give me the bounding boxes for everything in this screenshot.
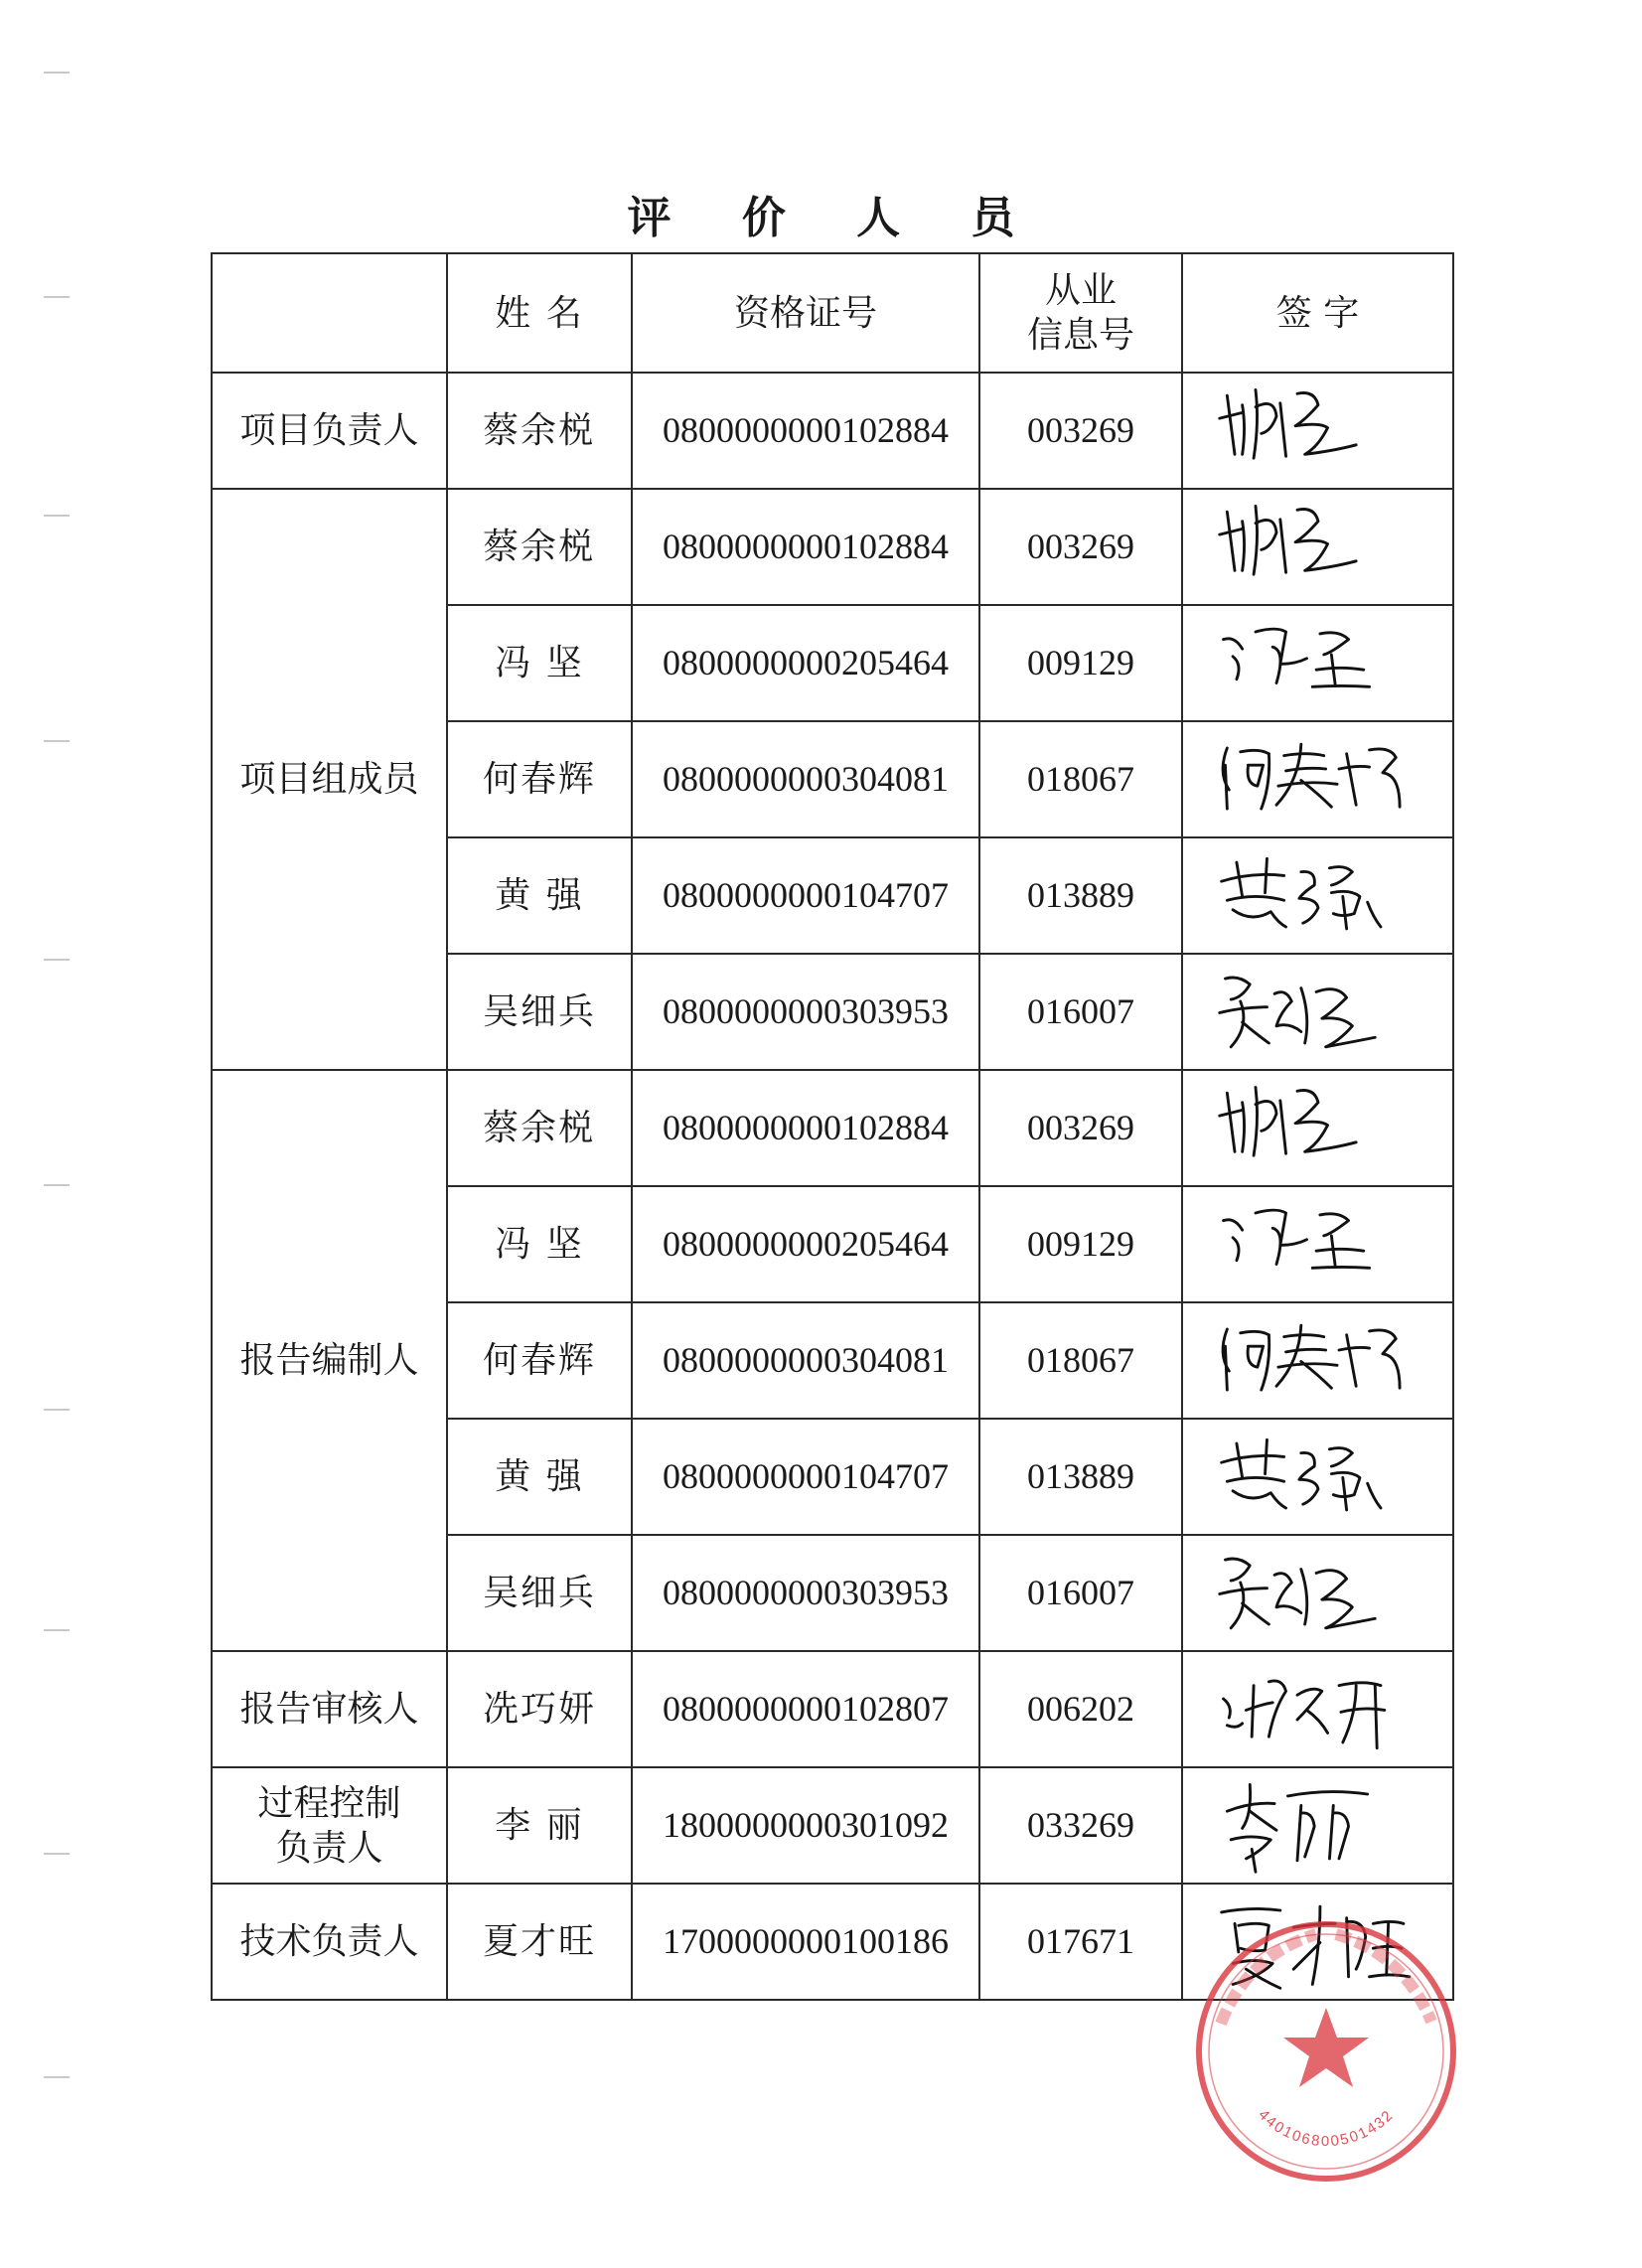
handwritten-signature — [1209, 1308, 1427, 1413]
person-name: 冼巧妍 — [447, 1651, 632, 1767]
signature-cell — [1182, 1884, 1453, 2000]
certificate-number: 0800000000304081 — [632, 721, 979, 837]
signature-cell — [1182, 1302, 1453, 1419]
signature-cell — [1182, 1070, 1453, 1186]
evaluator-table — [211, 252, 1454, 2001]
person-name: 冯 坚 — [447, 605, 632, 721]
person-name: 何春辉 — [447, 1302, 632, 1419]
header-sign: 签 字 — [1182, 253, 1453, 373]
person-name: 夏才旺 — [447, 1884, 632, 2000]
header-role — [212, 253, 447, 373]
handwritten-signature — [1209, 495, 1427, 599]
header-info-line1: 从业 — [1044, 270, 1117, 311]
signature-cell — [1182, 489, 1453, 605]
role-label: 报告审核人 — [239, 1689, 419, 1730]
certificate-number: 0800000000303953 — [632, 1535, 979, 1651]
handwritten-signature — [1209, 727, 1427, 832]
table-row — [212, 489, 1453, 605]
role-label: 负责人 — [275, 1827, 383, 1869]
person-name: 冯 坚 — [447, 1186, 632, 1302]
page-title: 评 价 人 员 — [627, 193, 1043, 243]
handwritten-signature — [1209, 1192, 1427, 1296]
certificate-number: 1700000000100186 — [632, 1884, 979, 2000]
table-row — [212, 1651, 1453, 1767]
person-name: 黄 强 — [447, 837, 632, 954]
practice-info-number: 006202 — [979, 1651, 1182, 1767]
certificate-number: 0800000000304081 — [632, 1302, 979, 1419]
handwritten-signature — [1209, 1773, 1427, 1878]
handwritten-signature — [1209, 378, 1427, 483]
role-cell — [212, 373, 447, 489]
certificate-number: 0800000000205464 — [632, 1186, 979, 1302]
practice-info-number: 009129 — [979, 605, 1182, 721]
handwritten-signature — [1209, 1890, 1427, 1994]
person-name: 何春辉 — [447, 721, 632, 837]
practice-info-number: 017671 — [979, 1884, 1182, 2000]
handwritten-signature — [1209, 611, 1427, 715]
header-cert: 资格证号 — [632, 253, 979, 373]
person-name: 李 丽 — [447, 1767, 632, 1884]
practice-info-number: 016007 — [979, 954, 1182, 1070]
certificate-number: 0800000000303953 — [632, 954, 979, 1070]
practice-info-number: 003269 — [979, 489, 1182, 605]
signature-cell — [1182, 605, 1453, 721]
role-cell — [212, 1070, 447, 1651]
table-body — [212, 373, 1453, 2000]
seal-star-icon — [1283, 2008, 1369, 2087]
practice-info-number: 003269 — [979, 373, 1182, 489]
practice-info-number: 033269 — [979, 1767, 1182, 1884]
handwritten-signature — [1209, 1076, 1427, 1180]
certificate-number: 0800000000102807 — [632, 1651, 979, 1767]
handwritten-signature — [1209, 1425, 1427, 1529]
signature-cell — [1182, 1535, 1453, 1651]
signature-cell — [1182, 1186, 1453, 1302]
table-row — [212, 1767, 1453, 1884]
table-header-row — [212, 253, 1453, 373]
signature-cell — [1182, 373, 1453, 489]
certificate-number: 0800000000104707 — [632, 837, 979, 954]
person-name: 蔡余棁 — [447, 1070, 632, 1186]
handwritten-signature — [1209, 1657, 1427, 1761]
certificate-number: 0800000000104707 — [632, 1419, 979, 1535]
svg-text:440106800501432 — [1255, 2106, 1397, 2150]
signature-cell — [1182, 1419, 1453, 1535]
certificate-number: 0800000000102884 — [632, 489, 979, 605]
table-row — [212, 1070, 1453, 1186]
role-label: 技术负责人 — [239, 1921, 419, 1962]
person-name: 蔡余棁 — [447, 489, 632, 605]
person-name: 蔡余棁 — [447, 373, 632, 489]
handwritten-signature — [1209, 1541, 1427, 1645]
role-label: 项目组成员 — [239, 759, 419, 800]
role-cell — [212, 1651, 447, 1767]
practice-info-number: 009129 — [979, 1186, 1182, 1302]
certificate-number: 0800000000205464 — [632, 605, 979, 721]
role-label: 报告编制人 — [239, 1340, 419, 1381]
signature-cell — [1182, 1767, 1453, 1884]
practice-info-number: 018067 — [979, 721, 1182, 837]
practice-info-number: 013889 — [979, 837, 1182, 954]
certificate-number: 1800000000301092 — [632, 1767, 979, 1884]
certificate-number: 0800000000102884 — [632, 373, 979, 489]
signature-cell — [1182, 954, 1453, 1070]
practice-info-number: 003269 — [979, 1070, 1182, 1186]
role-cell — [212, 489, 447, 1070]
practice-info-number: 018067 — [979, 1302, 1182, 1419]
table-row — [212, 373, 1453, 489]
signature-cell — [1182, 721, 1453, 837]
role-cell — [212, 1884, 447, 2000]
person-name: 吴细兵 — [447, 954, 632, 1070]
header-name: 姓 名 — [447, 253, 632, 373]
practice-info-number: 013889 — [979, 1419, 1182, 1535]
practice-info-number: 016007 — [979, 1535, 1182, 1651]
certificate-number: 0800000000102884 — [632, 1070, 979, 1186]
signature-cell — [1182, 837, 1453, 954]
table-row — [212, 1884, 1453, 2000]
role-cell — [212, 1767, 447, 1884]
role-label: 过程控制 — [257, 1782, 401, 1824]
handwritten-signature — [1209, 843, 1427, 948]
person-name: 吴细兵 — [447, 1535, 632, 1651]
seal-code: 440106800501432 — [1255, 2106, 1398, 2151]
signature-cell — [1182, 1651, 1453, 1767]
role-label: 项目负责人 — [239, 410, 419, 451]
handwritten-signature — [1209, 960, 1427, 1064]
header-info — [979, 253, 1182, 373]
header-info-line2: 信息号 — [1026, 315, 1134, 356]
person-name: 黄 强 — [447, 1419, 632, 1535]
